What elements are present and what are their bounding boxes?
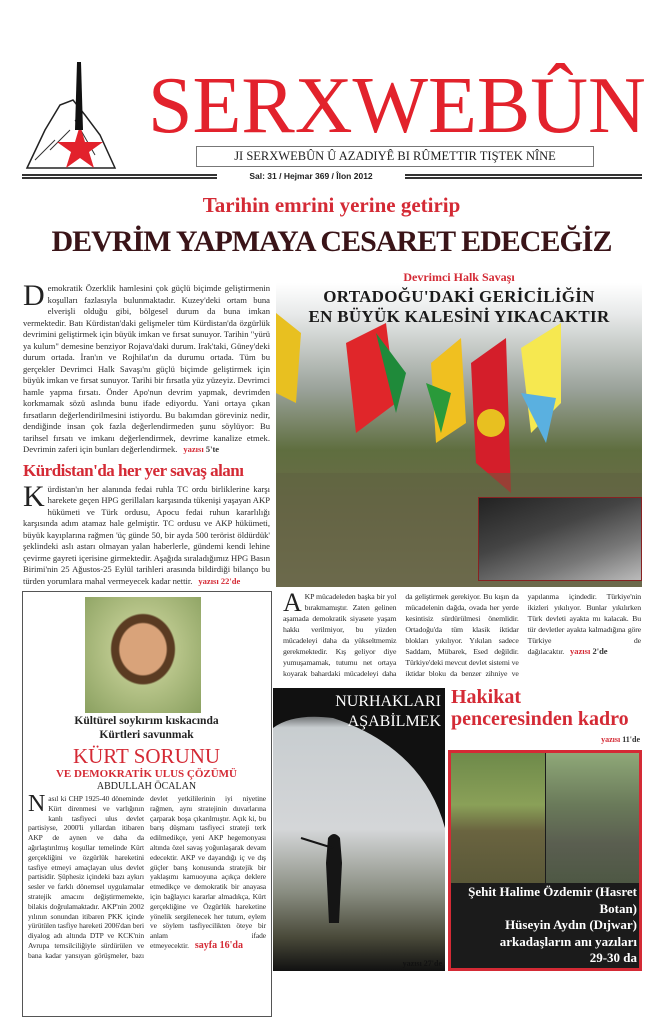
ref-page: 22'de [220, 575, 241, 586]
kurdistan-article [23, 479, 270, 588]
main-kicker: Devrimci Halk Savaşı [403, 270, 515, 284]
cave-silhouette-photo [273, 688, 445, 971]
cave-continue-link[interactable] [403, 959, 442, 968]
rule-left [22, 174, 217, 179]
article-body: asıl ki CHP 1925-40 döneminde Kürt direnmesi ve varlığının kanlı tasfiyeci ulus devlet partisiyse, 2000'li yıllardan itibaren AKP de aynen ve daha da ağırlaştırılmış koşullar temelinde Kürt gerçekliğini ve özgürlük hareketini tasfiye etmeyi amaçlayan ulus devlet partisidir. Şüphesiz içindeki bazı aykırı sesler ve farklı dönemsel uygulamalar stratejik amacını değiştirmemekte, bilakis doğrulamaktadır. AKP'nin 2002 yılının sonundan itibaren PKK içinde yürütülen tasfiye hareketi 2006'dan beri diyalog adı altında DTP ve KCK'nin Avrupa temsilciliğiyle sürdürülen ve bana kadar yansıyan görüşmeler, bazı devlet yetkililerinin iyi niyetine rağmen, aynı stratejinin duvarlarına çarparak boşa çıkarılmıştır. Açık ki, bu barış düşmanı tasfiyeci strateji terk edilmedikçe, yeni AKP hegemonyası altında özel savaş yoğunlaşarak devam edecektir. AKP ve dayandığı iç ve dış güçler barış konusunda stratejik bir yaklaşımı kamuoyuna açıkça deklere etmedikçe ve demokratik bir anayasa için bağlayıcı kararlar almadıkça, Kürt gerçekliğine ve Özgürlük hareketine yönelik sergilenecek her tutum, eylem ve söylem tasfiyecilikten öteye bir anlam ifade etmeyecektir. [28, 794, 266, 960]
kurdistan-headline: Kürdistan'da her yer savaş alanı [23, 460, 244, 480]
ref-page: 16'da [219, 939, 243, 951]
rule-right [405, 174, 642, 179]
guerrilla-flags-photo [276, 283, 642, 587]
drop-cap: K [23, 479, 45, 513]
book-caption-2: Kürtleri savunmak [99, 728, 194, 741]
main-headline-line1: ORTADOĞU'DAKİ GERİCİLİĞİN [323, 287, 595, 306]
kadro-continue-link[interactable] [560, 734, 640, 746]
article-body: ürdistan'ın her alanında fedai ruhla TC ordu birliklerine karşı harekete geçen HPG gerillaları karşısında tükenişi yaşayan AKP hükümeti ve Türk ordusu, Apocu fedai ruhun kararlılığı karşısında adım atamaz hale gelmiştir. TC ordusu ve AKP hükümeti, büyük kayıplarına rağmen 'üç günde 50, bir ayda 500 terörist öldürdük' şeklindeki aslı astarı olmayan yalan haberlerle, gündemi kendi lehine çevirme gayreti içerisine girmektedir. Aşağıda sıraladığımız HPG Basın Birimi'nin 25 Ağustos-25 Eylül tarihleri arasında bildirdiği bilanço bu türden yorumlara mahal vermeyecek kadar nettir. [23, 483, 270, 586]
main-headline-line2: EN BÜYÜK KALESİNİ YIKACAKTIR [308, 307, 610, 326]
masthead-title: SERXWEBÛN [148, 62, 646, 150]
drop-cap: D [23, 279, 45, 312]
ref-label: sayfa [194, 939, 218, 951]
book-title: KÜRT SORUNU [72, 744, 221, 768]
drop-cap: N [28, 791, 46, 817]
kadro-caption-4: 29-30 da [589, 950, 637, 965]
kadro-caption-3: arkadaşların anı yazıları [499, 933, 637, 949]
main-article [283, 588, 641, 679]
logo [25, 60, 117, 172]
main-continue-link[interactable] [570, 646, 608, 656]
cave-headline-line1: NURHAKLARI [335, 693, 441, 710]
book-author: ABDULLAH ÖCALAN [96, 781, 197, 792]
book-caption-1: Kültürel soykırım kıskacında [74, 715, 219, 727]
book-excerpt [28, 791, 266, 961]
kadro-headline-line2: penceresinden kadro [451, 708, 629, 730]
book-box [22, 591, 272, 1017]
left-column [23, 279, 270, 587]
kadro-caption-1: Şehit Halime Özdemir (Hasret Botan) [468, 884, 637, 916]
ref-label: yazısı [198, 575, 219, 586]
lead-article [23, 279, 270, 456]
article-body: KP mücadeleden başka bir yol bırakmamıştır. Zaten gelinen aşamada demokratik siyasete yaşam hakkı verilmiyor, bu yüzden mücadeleyi daha da yükseltmemiz gerekmektedir. Kış geliyor diye yumuşamamak, tutumu net ortaya koyarak bahardaki mücadeleyi daha da geliştirmek gerekiyor. Bu kışın da mücadelenin dağda, ovada her yerde kesintisiz sürdürülmesi önemlidir. Ortadoğu'da tüm klasik iktidar blokları yıkılıyor. Yıkılan sadece Saddam, Mübarek, Esed değildir. Türkiye'deki mevcut devlet sistemi ve iktidar bloku da benzer zihniye ve yapılanma içindedir. Türkiye'nin ikizleri yıkılıyor. Bunlar yıkılırken Türk devleti ayakta mı kalacak. Bu tür devletler ayakta kalmadığına göre Türkiye de dağılacaktır. [283, 592, 641, 678]
weapons-inset-photo [478, 497, 642, 581]
book-continue-link[interactable] [195, 940, 243, 951]
cave-headline-line2: AŞABİLMEK [347, 713, 441, 730]
kadro-caption-2: Hüseyin Aydın (Dıjwar) [505, 917, 637, 932]
lead-continue-link[interactable] [183, 444, 219, 454]
ref-page: 5'te [205, 444, 220, 454]
article-body: emokratik Özerklik hamlesini çok güçlü biçimde geliştirmenin koşulları fazlasıyla bulunmaktadır. Kuzey'deki ortam buna elverişli olduğu gibi, bölgesel durum da buna imkan vermektedir. Batı Kürdistan'daki gelişmeler tüm Kürdistan'da özgürlük devrimini geliştirmek için büyük imkan ve fırsat sunuyor. Tarihin "yürü ya kulum" demesine benziyor Rojava'daki durum. Irak'taki, Güney'deki durum ortada. İran'ın ve Rojhilat'ın da durumu ortada. Tüm bu gerçekler Devrimci Halk Savaşı'nı güçlü biçimde geliştirmek için büyük imkan ve fırsat sunuyor. Tarihi bir fırsatla yüz yüzeyiz. Devrimci hamle yapma fırsatı. Önder Apo'nun devrim yapmak, devrimden korkmamak sözü aslında bunu ifade ediyordu. Yani ortaya çıkan fırsatların değerlendirilmesini istiyordu. Bu bakımdan göreviniz nedir, dendiğinde insan çok fazla değerlendirmeden şunu söylüyor: Bu tarihsel fırsatı ve imkanı değerlendirmek, devrime kanalize etmek. Devrimin zaferi için bunları değerlendirmek. [23, 283, 270, 454]
huseyin-aydin-photo [546, 753, 639, 883]
kurdistan-continue-link[interactable] [198, 576, 240, 586]
issue-info: Sal: 31 / Hejmar 369 / Îlon 2012 [249, 171, 373, 181]
masthead-tagline: JI SERXWEBÛN Û AZADIYÊ BI RÛMETTIR TIŞTEK NÎNE [196, 146, 594, 167]
ocalan-photo [85, 597, 201, 713]
ref-label: yazısı [570, 646, 591, 656]
lead-headline: DEVRİM YAPMAYA CESARET EDECEĞİZ [51, 225, 612, 258]
kadro-box [448, 750, 642, 971]
ref-label: yazısı [601, 735, 621, 744]
lead-kicker: Tarihin emrini yerine getirip [202, 193, 461, 217]
ref-label: yazısı [183, 444, 204, 454]
book-subtitle: VE DEMOKRATİK ULUS ÇÖZÜMÜ [55, 768, 237, 780]
halime-ozdemir-photo [451, 753, 545, 883]
drop-cap: A [283, 588, 302, 617]
ref-page: 11'de [622, 735, 640, 744]
kadro-headline-line1: Hakikat [451, 686, 522, 708]
ref-label: yazısı [402, 959, 422, 968]
ref-page: 27'de [423, 959, 442, 968]
ref-page: 2'de [592, 646, 608, 656]
